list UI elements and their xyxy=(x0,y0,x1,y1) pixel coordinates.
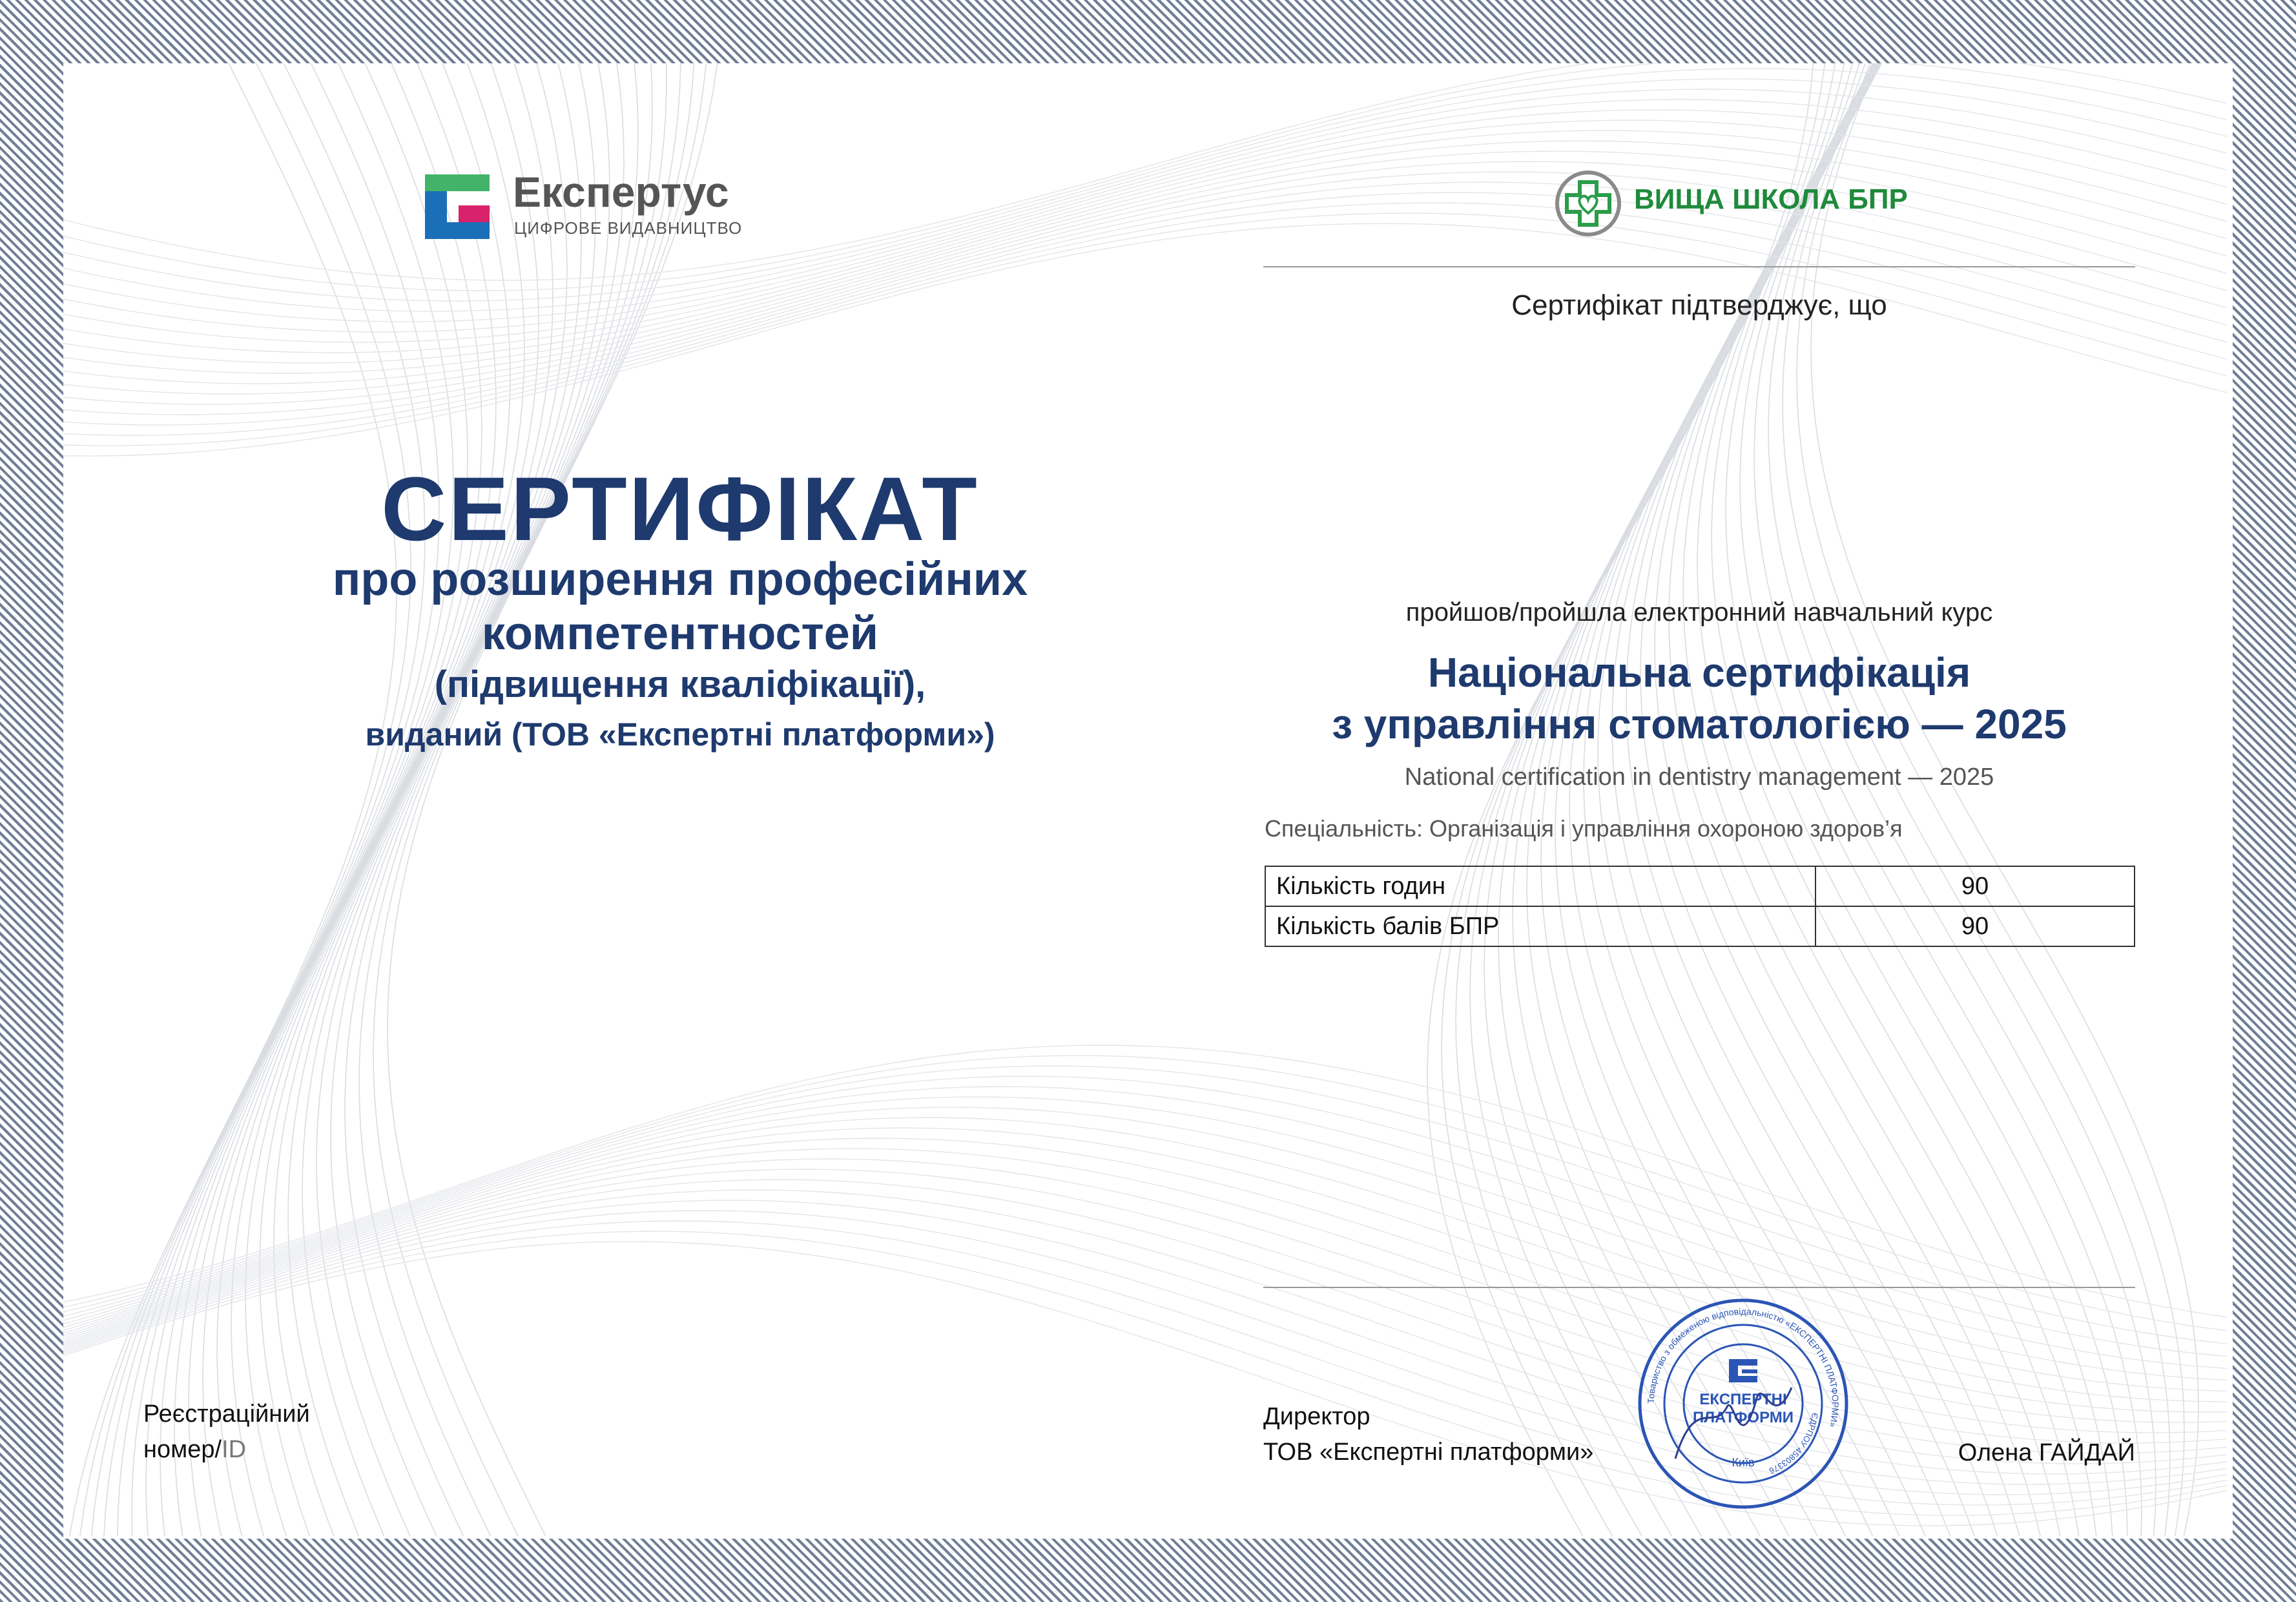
registration-number-label: Реєстраційний номер/ID xyxy=(143,1400,310,1464)
certificate-title: СЕРТИФІКАТ xyxy=(381,458,979,559)
top-divider xyxy=(1263,266,2135,267)
stamp-code-text: ЄДРПОУ 45803376 xyxy=(1768,1412,1821,1476)
company-stamp xyxy=(1637,1297,1850,1510)
stamp-center-line1: ЕКСПЕРТНІ xyxy=(1699,1391,1787,1408)
guilloche-line xyxy=(63,224,2227,456)
publisher-logo-name: Експертус xyxy=(513,168,729,216)
certificate-subtitle-line2: компетентностей xyxy=(481,608,879,660)
school-logo-name: ВИЩА ШКОЛА БПР xyxy=(1634,183,1908,215)
guilloche-line xyxy=(63,1200,2227,1484)
table-row xyxy=(1265,906,2135,946)
confirms-text: Сертифікат підтверджує, що xyxy=(1511,289,1887,321)
guilloche-line xyxy=(302,63,638,1536)
guilloche-line xyxy=(63,1221,2227,1505)
certificate-subtitle-line3: (підвищення кваліфікації), xyxy=(434,663,926,705)
stats-value: 90 xyxy=(1815,866,2135,906)
guilloche-line xyxy=(63,1211,2227,1495)
stats-table xyxy=(1265,866,2135,947)
publisher-logo-icon xyxy=(425,174,490,239)
course-title-line2: з управління стоматологією — 2025 xyxy=(1332,701,2067,747)
guilloche-line xyxy=(288,63,624,1536)
stats-label: Кількість балів БПР xyxy=(1265,906,1815,946)
certificate-subtitle-line1: про розширення професійних xyxy=(332,554,1028,605)
guilloche-line xyxy=(316,63,652,1536)
stamp-center-line2: ПЛАТФОРМИ xyxy=(1692,1409,1794,1426)
passed-course-text: пройшов/пройшла електронний навчальний курс xyxy=(1405,598,1993,627)
guilloche-line xyxy=(63,213,2227,446)
stamp-city: Київ xyxy=(1732,1456,1755,1469)
signatory-role: Директор ТОВ «Експертні платформи» xyxy=(1263,1403,1594,1466)
guilloche-line xyxy=(63,63,2227,280)
stats-value: 90 xyxy=(1815,906,2135,946)
guilloche-line xyxy=(1811,63,2198,1536)
guilloche-line xyxy=(63,130,2227,363)
guilloche-line xyxy=(260,63,595,1536)
guilloche-line xyxy=(63,1149,2227,1433)
course-title-en: National certification in dentistry management — 2025 xyxy=(1404,764,1994,791)
guilloche-line xyxy=(63,1159,2227,1443)
course-title-line1: Національна сертифікація xyxy=(1427,649,1971,696)
guilloche-line xyxy=(63,1169,2227,1453)
bottom-divider xyxy=(1263,1287,2135,1288)
guilloche-background xyxy=(63,63,2233,1539)
registration-id-placeholder: ID xyxy=(222,1436,247,1464)
stamp-logo-icon xyxy=(1729,1359,1757,1382)
stats-label: Кількість годин xyxy=(1265,866,1815,906)
table-row xyxy=(1265,866,2135,906)
guilloche-line xyxy=(132,63,468,1536)
guilloche-line xyxy=(217,63,553,1536)
guilloche-line xyxy=(63,1128,2227,1412)
issuer-line: виданий (ТОВ «Експертні платформи») xyxy=(365,716,995,753)
guilloche-line xyxy=(189,63,524,1536)
publisher-logo-tagline: ЦИФРОВЕ ВИДАВНИЦТВО xyxy=(514,218,743,238)
guilloche-line xyxy=(63,1045,2227,1317)
medical-cross-heart-icon xyxy=(1553,168,1624,239)
specialty-text: Спеціальність: Організація і управління охороною здоров’я xyxy=(1265,815,1903,842)
stamp-outer-text: Товариство з обмеженою відповідальністю «ЕКСПЕРТНІ ПЛАТФОРМИ» xyxy=(1645,1306,1841,1429)
guilloche-line xyxy=(359,63,694,1536)
guilloche-line xyxy=(1797,63,2184,1536)
certificate-page xyxy=(63,63,2233,1539)
signatory-name: Олена ГАЙДАЙ xyxy=(1958,1439,2135,1466)
guilloche-line xyxy=(274,63,610,1536)
